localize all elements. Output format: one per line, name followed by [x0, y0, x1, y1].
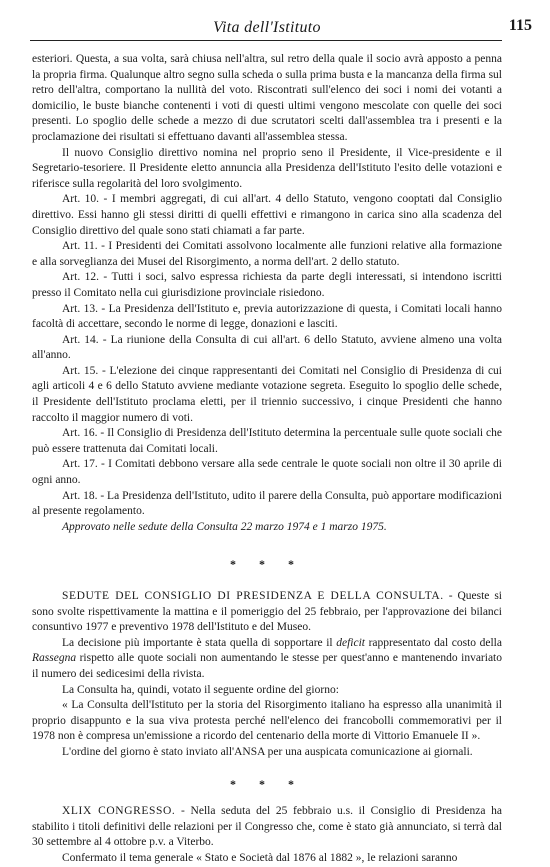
paragraph: Il nuovo Consiglio direttivo nomina nel proprio seno il Presidente, il Vice-presidente e il Segretario-tesoriere. Il Presidente eletto annuncia alla Presidenza dell'Istituto l'esito delle votazioni e riferisce sulla regolarità del loro svolgimento.: [32, 146, 502, 190]
running-title: Vita dell'Istituto: [213, 19, 321, 36]
paragraph-art-18: Art. 18. - La Presidenza dell'Istituto, udito il parere della Consulta, può apportare modificazioni al presente regolamento.: [32, 489, 502, 518]
section-separator: * * *: [230, 776, 304, 791]
paragraph-art-16: Art. 16. - Il Consiglio di Presidenza dell'Istituto determina la percentuale sulle quote sociali che può essere trattenuta dai Comitati locali.: [32, 427, 502, 455]
text-run: rispetto alle quote sociali non aumentando le stesse per quest'anno e mantenendo invariato il numero dei sedicesimi della rivista.: [32, 652, 502, 680]
deficit-term: deficit: [336, 636, 365, 649]
paragraph-art-11: Art. 11. - I Presidenti dei Comitati assolvono localmente alle funzioni relative alla formazione e alla sorveglianza dei Musei del Risorgimento, a norma dell'art. 2 dello statuto.: [32, 240, 502, 268]
section-heading: XLIX CONGRESSO.: [62, 805, 176, 818]
paragraph-art-14: Art. 14. - La riunione della Consulta di cui all'art. 6 dello Statuto, avviene almeno una volta all'anno.: [32, 333, 502, 362]
header-rule: [30, 40, 502, 41]
paragraph-ansa: L'ordine del giorno è stato inviato all'ANSA per una auspicata comunicazione ai giornali.: [62, 745, 473, 758]
section-sedute: [32, 589, 502, 636]
paragraph-art-15: Art. 15. - L'elezione dei cinque rappresentanti dei Comitati nel Consiglio di Presidenza di cui agli articoli 4 e 6 dello Statuto avviene mediante votazione segreta. Eseguito lo spoglio delle schede, il Presidente dell'Istituto proclama eletti, per il triennio successivo, i cinque Presidenti che hanno raccolto il maggior numero di voti.: [32, 364, 502, 424]
article-body: [32, 52, 502, 867]
paragraph-confermato: Confermato il tema generale « Stato e Società dal 1876 al 1882 », le relazioni saranno: [62, 851, 458, 864]
approval-note: Approvato nelle sedute della Consulta 22 marzo 1974 e 1 marzo 1975.: [62, 520, 387, 533]
text-run: rappresentato dal costo della: [364, 636, 502, 649]
page-number: 115: [508, 17, 532, 34]
section-heading: SEDUTE DEL CONSIGLIO DI PRESIDENZA E DELLA CONSULTA.: [62, 590, 444, 602]
paragraph-agenda: La Consulta ha, quindi, votato il seguente ordine del giorno:: [62, 683, 339, 696]
paragraph: esteriori. Questa, a sua volta, sarà chiusa nell'altra, sul retro della quale il socio avrà apposto a penna la propria firma. Qualunque altro segno sulla scheda o sulla prima busta e la mancanza della firma sul retro dell'altra, comportano la nullità del voto. Riscontrati sull'elenco dei soci i nomi dei votanti a domicilio, le buste bianche contenenti i voti di questi ultimi vengono mescolate con quelle dei soci presenti. Lo spoglio delle schede a mezzo di due scrutatori scelti dall'assemblea tra i presenti e la proclamazione dei risultati si effettuano davanti all'assemblea stessa.: [32, 53, 502, 143]
section-text: - Nella seduta del 25 febbraio u.s. il Consiglio di Presidenza ha stabilito i titoli definitivi delle relazioni per il Congresso che, come è stato già annunciato, si terrà dal 30 settembre al 4 ottobre p.v. a Viterbo.: [32, 805, 503, 849]
paragraph-decision: [32, 636, 502, 683]
running-head: [32, 16, 532, 38]
paragraph-art-10: Art. 10. - I membri aggregati, di cui all'art. 4 dello Statuto, vengono cooptati dal Consiglio direttivo. Essi hanno gli stessi diritti di quelli effettivi e rimangono in carica sino alla scadenza del Consiglio direttivo del quale sono stati chiamati a far parte.: [32, 193, 502, 237]
paragraph-art-12: Art. 12. - Tutti i soci, salvo espressa richiesta da parte degli interessati, si intendono iscritti presso il Comitato nella cui giurisdizione provinciale risiedono.: [32, 271, 502, 299]
rassegna-title: Rassegna: [32, 652, 77, 665]
resolution-quote: « La Consulta dell'Istituto per la storia del Risorgimento italiano ha espresso alla unanimità il proprio disappunto e la sua viva protesta perché nell'elenco dei francobolli commemorativi per il 1978 non è compresa un'emissione a ricordo del centenario della morte di Vittorio Emanuele II ».: [32, 699, 502, 743]
section-congresso: [32, 804, 502, 851]
section-separator: * * *: [230, 557, 304, 572]
paragraph-art-17: Art. 17. - I Comitati debbono versare alla sede centrale le quote sociali non oltre il 30 aprile di ogni anno.: [32, 458, 502, 487]
text-run: La decisione più importante è stata quella di sopportare il: [62, 636, 337, 649]
section-intro: - Queste si sono svolte rispettivamente la mattina e il pomeriggio del 25 febbraio, per l'approvazione dei bilanci consuntivo 1977 e preventivo 1978 dell'Istituto e del Museo.: [32, 590, 503, 634]
paragraph-art-13: Art. 13. - La Presidenza dell'Istituto e, previa autorizzazione di questa, i Comitati locali hanno facoltà di accettare, secondo le norme di legge, donazioni e lasciti.: [32, 302, 502, 331]
